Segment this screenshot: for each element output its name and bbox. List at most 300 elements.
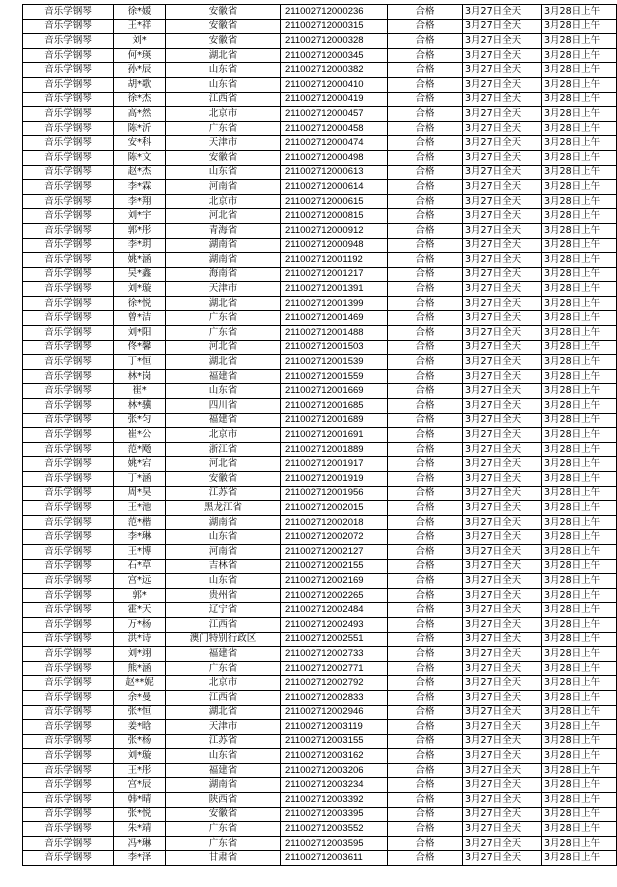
ticket-number-cell: 211002712000345 — [281, 48, 388, 63]
major-cell: 音乐学钢琴 — [23, 574, 114, 589]
major-cell: 音乐学钢琴 — [23, 399, 114, 414]
major-cell: 音乐学钢琴 — [23, 296, 114, 311]
result-cell: 合格 — [388, 355, 463, 370]
province-cell: 浙江省 — [166, 442, 281, 457]
ticket-number-cell: 211002712001539 — [281, 355, 388, 370]
province-cell: 河北省 — [166, 457, 281, 472]
major-cell: 音乐学钢琴 — [23, 457, 114, 472]
date-cell: 3月27日全天 — [463, 136, 542, 151]
name-cell: 姜*晗 — [114, 720, 166, 735]
time-cell: 3月28日上午 — [542, 209, 617, 224]
table-row — [23, 544, 617, 559]
name-cell: 李*霖 — [114, 180, 166, 195]
date-cell: 3月27日全天 — [463, 311, 542, 326]
province-cell: 青海省 — [166, 223, 281, 238]
date-cell: 3月27日全天 — [463, 472, 542, 487]
major-cell: 音乐学钢琴 — [23, 603, 114, 618]
table-row — [23, 121, 617, 136]
result-cell: 合格 — [388, 720, 463, 735]
date-cell: 3月27日全天 — [463, 501, 542, 516]
ticket-number-cell: 211002712000419 — [281, 92, 388, 107]
table-row — [23, 5, 617, 20]
date-cell: 3月27日全天 — [463, 559, 542, 574]
ticket-number-cell: 211002712002946 — [281, 705, 388, 720]
ticket-number-cell: 211002712000912 — [281, 223, 388, 238]
time-cell: 3月28日上午 — [542, 19, 617, 34]
ticket-number-cell: 211002712002018 — [281, 515, 388, 530]
result-cell: 合格 — [388, 544, 463, 559]
time-cell: 3月28日上午 — [542, 223, 617, 238]
table-row — [23, 384, 617, 399]
date-cell: 3月27日全天 — [463, 705, 542, 720]
province-cell: 广东省 — [166, 836, 281, 851]
ticket-number-cell: 211002712000236 — [281, 5, 388, 20]
major-cell: 音乐学钢琴 — [23, 282, 114, 297]
date-cell: 3月27日全天 — [463, 48, 542, 63]
ticket-number-cell: 211002712003119 — [281, 720, 388, 735]
table-row — [23, 617, 617, 632]
major-cell: 音乐学钢琴 — [23, 209, 114, 224]
time-cell: 3月28日上午 — [542, 836, 617, 851]
table-row — [23, 428, 617, 443]
province-cell: 湖北省 — [166, 705, 281, 720]
name-cell: 何*瑛 — [114, 48, 166, 63]
table-row — [23, 501, 617, 516]
time-cell: 3月28日上午 — [542, 851, 617, 866]
province-cell: 北京市 — [166, 676, 281, 691]
major-cell: 音乐学钢琴 — [23, 720, 114, 735]
result-cell: 合格 — [388, 340, 463, 355]
results-table — [22, 4, 617, 866]
result-cell: 合格 — [388, 77, 463, 92]
name-cell: 宫*远 — [114, 574, 166, 589]
date-cell: 3月27日全天 — [463, 603, 542, 618]
date-cell: 3月27日全天 — [463, 267, 542, 282]
table-row — [23, 253, 617, 268]
province-cell: 安徽省 — [166, 150, 281, 165]
province-cell: 广东省 — [166, 661, 281, 676]
date-cell: 3月27日全天 — [463, 223, 542, 238]
date-cell: 3月27日全天 — [463, 836, 542, 851]
table-row — [23, 720, 617, 735]
time-cell: 3月28日上午 — [542, 705, 617, 720]
date-cell: 3月27日全天 — [463, 326, 542, 341]
table-row — [23, 661, 617, 676]
name-cell: 韩*晴 — [114, 793, 166, 808]
table-row — [23, 180, 617, 195]
name-cell: 林*岗 — [114, 369, 166, 384]
result-cell: 合格 — [388, 48, 463, 63]
table-row — [23, 676, 617, 691]
province-cell: 山东省 — [166, 63, 281, 78]
ticket-number-cell: 211002712000315 — [281, 19, 388, 34]
time-cell: 3月28日上午 — [542, 515, 617, 530]
province-cell: 甘肃省 — [166, 851, 281, 866]
time-cell: 3月28日上午 — [542, 384, 617, 399]
ticket-number-cell: 211002712001192 — [281, 253, 388, 268]
result-cell: 合格 — [388, 194, 463, 209]
ticket-number-cell: 211002712002493 — [281, 617, 388, 632]
major-cell: 音乐学钢琴 — [23, 588, 114, 603]
ticket-number-cell: 211002712002127 — [281, 544, 388, 559]
name-cell: 霍*天 — [114, 603, 166, 618]
major-cell: 音乐学钢琴 — [23, 384, 114, 399]
ticket-number-cell: 211002712002792 — [281, 676, 388, 691]
table-row — [23, 63, 617, 78]
result-cell: 合格 — [388, 559, 463, 574]
province-cell: 四川省 — [166, 399, 281, 414]
province-cell: 江西省 — [166, 617, 281, 632]
result-cell: 合格 — [388, 63, 463, 78]
result-cell: 合格 — [388, 647, 463, 662]
name-cell: 熊*涵 — [114, 661, 166, 676]
ticket-number-cell: 211002712002771 — [281, 661, 388, 676]
name-cell: 李*琳 — [114, 530, 166, 545]
result-cell: 合格 — [388, 793, 463, 808]
name-cell: 石*草 — [114, 559, 166, 574]
province-cell: 贵州省 — [166, 588, 281, 603]
date-cell: 3月27日全天 — [463, 763, 542, 778]
major-cell: 音乐学钢琴 — [23, 807, 114, 822]
result-cell: 合格 — [388, 19, 463, 34]
name-cell: 张*杨 — [114, 734, 166, 749]
name-cell: 林*骥 — [114, 399, 166, 414]
table-row — [23, 442, 617, 457]
date-cell: 3月27日全天 — [463, 121, 542, 136]
table-row — [23, 223, 617, 238]
ticket-number-cell: 211002712001503 — [281, 340, 388, 355]
time-cell: 3月28日上午 — [542, 326, 617, 341]
province-cell: 湖北省 — [166, 48, 281, 63]
ticket-number-cell: 211002712000498 — [281, 150, 388, 165]
major-cell: 音乐学钢琴 — [23, 77, 114, 92]
time-cell: 3月28日上午 — [542, 822, 617, 837]
time-cell: 3月28日上午 — [542, 136, 617, 151]
ticket-number-cell: 211002712001889 — [281, 442, 388, 457]
table-body — [23, 5, 617, 866]
result-cell: 合格 — [388, 121, 463, 136]
province-cell: 黑龙江省 — [166, 501, 281, 516]
name-cell: 佟*馨 — [114, 340, 166, 355]
ticket-number-cell: 211002712001488 — [281, 326, 388, 341]
province-cell: 湖北省 — [166, 355, 281, 370]
major-cell: 音乐学钢琴 — [23, 705, 114, 720]
table-row — [23, 355, 617, 370]
ticket-number-cell: 211002712000614 — [281, 180, 388, 195]
result-cell: 合格 — [388, 5, 463, 20]
major-cell: 音乐学钢琴 — [23, 238, 114, 253]
date-cell: 3月27日全天 — [463, 574, 542, 589]
ticket-number-cell: 211002712003162 — [281, 749, 388, 764]
name-cell: 吴*鑫 — [114, 267, 166, 282]
ticket-number-cell: 211002712003155 — [281, 734, 388, 749]
time-cell: 3月28日上午 — [542, 574, 617, 589]
time-cell: 3月28日上午 — [542, 734, 617, 749]
major-cell: 音乐学钢琴 — [23, 793, 114, 808]
name-cell: 高*然 — [114, 107, 166, 122]
major-cell: 音乐学钢琴 — [23, 121, 114, 136]
table-row — [23, 92, 617, 107]
province-cell: 天津市 — [166, 282, 281, 297]
name-cell: 张*匀 — [114, 413, 166, 428]
table-row — [23, 369, 617, 384]
major-cell: 音乐学钢琴 — [23, 63, 114, 78]
province-cell: 河南省 — [166, 544, 281, 559]
ticket-number-cell: 211002712001469 — [281, 311, 388, 326]
table-row — [23, 34, 617, 49]
result-cell: 合格 — [388, 574, 463, 589]
date-cell: 3月27日全天 — [463, 588, 542, 603]
result-cell: 合格 — [388, 165, 463, 180]
result-cell: 合格 — [388, 734, 463, 749]
province-cell: 福建省 — [166, 763, 281, 778]
ticket-number-cell: 211002712003611 — [281, 851, 388, 866]
major-cell: 音乐学钢琴 — [23, 763, 114, 778]
result-cell: 合格 — [388, 326, 463, 341]
time-cell: 3月28日上午 — [542, 501, 617, 516]
name-cell: 陈*沂 — [114, 121, 166, 136]
table-row — [23, 807, 617, 822]
result-cell: 合格 — [388, 690, 463, 705]
province-cell: 广东省 — [166, 822, 281, 837]
date-cell: 3月27日全天 — [463, 442, 542, 457]
time-cell: 3月28日上午 — [542, 267, 617, 282]
province-cell: 福建省 — [166, 369, 281, 384]
province-cell: 山东省 — [166, 530, 281, 545]
date-cell: 3月27日全天 — [463, 355, 542, 370]
result-cell: 合格 — [388, 369, 463, 384]
province-cell: 山东省 — [166, 574, 281, 589]
ticket-number-cell: 211002712003595 — [281, 836, 388, 851]
time-cell: 3月28日上午 — [542, 369, 617, 384]
result-cell: 合格 — [388, 428, 463, 443]
major-cell: 音乐学钢琴 — [23, 165, 114, 180]
date-cell: 3月27日全天 — [463, 384, 542, 399]
name-cell: 李*玥 — [114, 238, 166, 253]
ticket-number-cell: 211002712000474 — [281, 136, 388, 151]
result-cell: 合格 — [388, 661, 463, 676]
result-cell: 合格 — [388, 676, 463, 691]
name-cell: 刘*璇 — [114, 282, 166, 297]
table-row — [23, 647, 617, 662]
result-cell: 合格 — [388, 822, 463, 837]
name-cell: 刘*翊 — [114, 647, 166, 662]
time-cell: 3月28日上午 — [542, 632, 617, 647]
result-cell: 合格 — [388, 603, 463, 618]
major-cell: 音乐学钢琴 — [23, 326, 114, 341]
ticket-number-cell: 211002712000328 — [281, 34, 388, 49]
ticket-number-cell: 211002712001685 — [281, 399, 388, 414]
name-cell: 赵*杰 — [114, 165, 166, 180]
date-cell: 3月27日全天 — [463, 413, 542, 428]
province-cell: 河南省 — [166, 180, 281, 195]
time-cell: 3月28日上午 — [542, 5, 617, 20]
province-cell: 河北省 — [166, 209, 281, 224]
ticket-number-cell: 211002712002484 — [281, 603, 388, 618]
ticket-number-cell: 211002712003206 — [281, 763, 388, 778]
result-cell: 合格 — [388, 457, 463, 472]
time-cell: 3月28日上午 — [542, 690, 617, 705]
name-cell: 徐*媛 — [114, 5, 166, 20]
result-cell: 合格 — [388, 399, 463, 414]
major-cell: 音乐学钢琴 — [23, 472, 114, 487]
time-cell: 3月28日上午 — [542, 180, 617, 195]
table-row — [23, 632, 617, 647]
major-cell: 音乐学钢琴 — [23, 369, 114, 384]
time-cell: 3月28日上午 — [542, 311, 617, 326]
table-row — [23, 851, 617, 866]
major-cell: 音乐学钢琴 — [23, 442, 114, 457]
time-cell: 3月28日上午 — [542, 413, 617, 428]
name-cell: 崔* — [114, 384, 166, 399]
table-row — [23, 136, 617, 151]
name-cell: 姚*宕 — [114, 457, 166, 472]
ticket-number-cell: 211002712003552 — [281, 822, 388, 837]
major-cell: 音乐学钢琴 — [23, 107, 114, 122]
date-cell: 3月27日全天 — [463, 399, 542, 414]
major-cell: 音乐学钢琴 — [23, 355, 114, 370]
result-cell: 合格 — [388, 749, 463, 764]
date-cell: 3月27日全天 — [463, 515, 542, 530]
time-cell: 3月28日上午 — [542, 63, 617, 78]
province-cell: 澳门特别行政区 — [166, 632, 281, 647]
date-cell: 3月27日全天 — [463, 647, 542, 662]
major-cell: 音乐学钢琴 — [23, 515, 114, 530]
major-cell: 音乐学钢琴 — [23, 267, 114, 282]
province-cell: 天津市 — [166, 720, 281, 735]
name-cell: 王*博 — [114, 544, 166, 559]
province-cell: 北京市 — [166, 107, 281, 122]
ticket-number-cell: 211002712001217 — [281, 267, 388, 282]
province-cell: 北京市 — [166, 428, 281, 443]
ticket-number-cell: 211002712003395 — [281, 807, 388, 822]
date-cell: 3月27日全天 — [463, 720, 542, 735]
ticket-number-cell: 211002712002833 — [281, 690, 388, 705]
table-row — [23, 194, 617, 209]
date-cell: 3月27日全天 — [463, 165, 542, 180]
result-cell: 合格 — [388, 34, 463, 49]
result-cell: 合格 — [388, 223, 463, 238]
name-cell: 范*楷 — [114, 515, 166, 530]
table-row — [23, 165, 617, 180]
province-cell: 山东省 — [166, 165, 281, 180]
time-cell: 3月28日上午 — [542, 355, 617, 370]
time-cell: 3月28日上午 — [542, 676, 617, 691]
time-cell: 3月28日上午 — [542, 617, 617, 632]
table-row — [23, 734, 617, 749]
result-cell: 合格 — [388, 530, 463, 545]
name-cell: 冯*琳 — [114, 836, 166, 851]
time-cell: 3月28日上午 — [542, 807, 617, 822]
result-cell: 合格 — [388, 836, 463, 851]
time-cell: 3月28日上午 — [542, 720, 617, 735]
result-cell: 合格 — [388, 253, 463, 268]
date-cell: 3月27日全天 — [463, 749, 542, 764]
name-cell: 张*恒 — [114, 705, 166, 720]
ticket-number-cell: 211002712002551 — [281, 632, 388, 647]
result-cell: 合格 — [388, 267, 463, 282]
name-cell: 赵**妮 — [114, 676, 166, 691]
date-cell: 3月27日全天 — [463, 690, 542, 705]
time-cell: 3月28日上午 — [542, 486, 617, 501]
province-cell: 山东省 — [166, 749, 281, 764]
time-cell: 3月28日上午 — [542, 121, 617, 136]
result-cell: 合格 — [388, 632, 463, 647]
major-cell: 音乐学钢琴 — [23, 223, 114, 238]
major-cell: 音乐学钢琴 — [23, 340, 114, 355]
major-cell: 音乐学钢琴 — [23, 851, 114, 866]
province-cell: 安徽省 — [166, 807, 281, 822]
province-cell: 海南省 — [166, 267, 281, 282]
result-cell: 合格 — [388, 705, 463, 720]
date-cell: 3月27日全天 — [463, 77, 542, 92]
time-cell: 3月28日上午 — [542, 238, 617, 253]
name-cell: 朱*靖 — [114, 822, 166, 837]
name-cell: 刘* — [114, 34, 166, 49]
date-cell: 3月27日全天 — [463, 617, 542, 632]
result-cell: 合格 — [388, 413, 463, 428]
result-cell: 合格 — [388, 807, 463, 822]
name-cell: 安*科 — [114, 136, 166, 151]
major-cell: 音乐学钢琴 — [23, 661, 114, 676]
major-cell: 音乐学钢琴 — [23, 253, 114, 268]
province-cell: 安徽省 — [166, 34, 281, 49]
date-cell: 3月27日全天 — [463, 734, 542, 749]
result-cell: 合格 — [388, 763, 463, 778]
result-cell: 合格 — [388, 486, 463, 501]
time-cell: 3月28日上午 — [542, 442, 617, 457]
table-row — [23, 588, 617, 603]
major-cell: 音乐学钢琴 — [23, 632, 114, 647]
time-cell: 3月28日上午 — [542, 34, 617, 49]
date-cell: 3月27日全天 — [463, 340, 542, 355]
ticket-number-cell: 211002712003392 — [281, 793, 388, 808]
result-cell: 合格 — [388, 617, 463, 632]
name-cell: 郭*彤 — [114, 223, 166, 238]
result-cell: 合格 — [388, 311, 463, 326]
major-cell: 音乐学钢琴 — [23, 676, 114, 691]
time-cell: 3月28日上午 — [542, 588, 617, 603]
table-row — [23, 282, 617, 297]
ticket-number-cell: 211002712000815 — [281, 209, 388, 224]
date-cell: 3月27日全天 — [463, 661, 542, 676]
name-cell: 丁*涵 — [114, 472, 166, 487]
major-cell: 音乐学钢琴 — [23, 486, 114, 501]
result-cell: 合格 — [388, 778, 463, 793]
table-row — [23, 530, 617, 545]
name-cell: 曾*洁 — [114, 311, 166, 326]
date-cell: 3月27日全天 — [463, 253, 542, 268]
ticket-number-cell: 211002712001691 — [281, 428, 388, 443]
date-cell: 3月27日全天 — [463, 150, 542, 165]
major-cell: 音乐学钢琴 — [23, 92, 114, 107]
name-cell: 王*池 — [114, 501, 166, 516]
result-cell: 合格 — [388, 296, 463, 311]
table-row — [23, 793, 617, 808]
major-cell: 音乐学钢琴 — [23, 19, 114, 34]
name-cell: 刘*璇 — [114, 749, 166, 764]
time-cell: 3月28日上午 — [542, 778, 617, 793]
province-cell: 山东省 — [166, 77, 281, 92]
major-cell: 音乐学钢琴 — [23, 647, 114, 662]
time-cell: 3月28日上午 — [542, 749, 617, 764]
time-cell: 3月28日上午 — [542, 661, 617, 676]
province-cell: 江苏省 — [166, 734, 281, 749]
major-cell: 音乐学钢琴 — [23, 150, 114, 165]
name-cell: 王*祥 — [114, 19, 166, 34]
table-row — [23, 763, 617, 778]
date-cell: 3月27日全天 — [463, 676, 542, 691]
